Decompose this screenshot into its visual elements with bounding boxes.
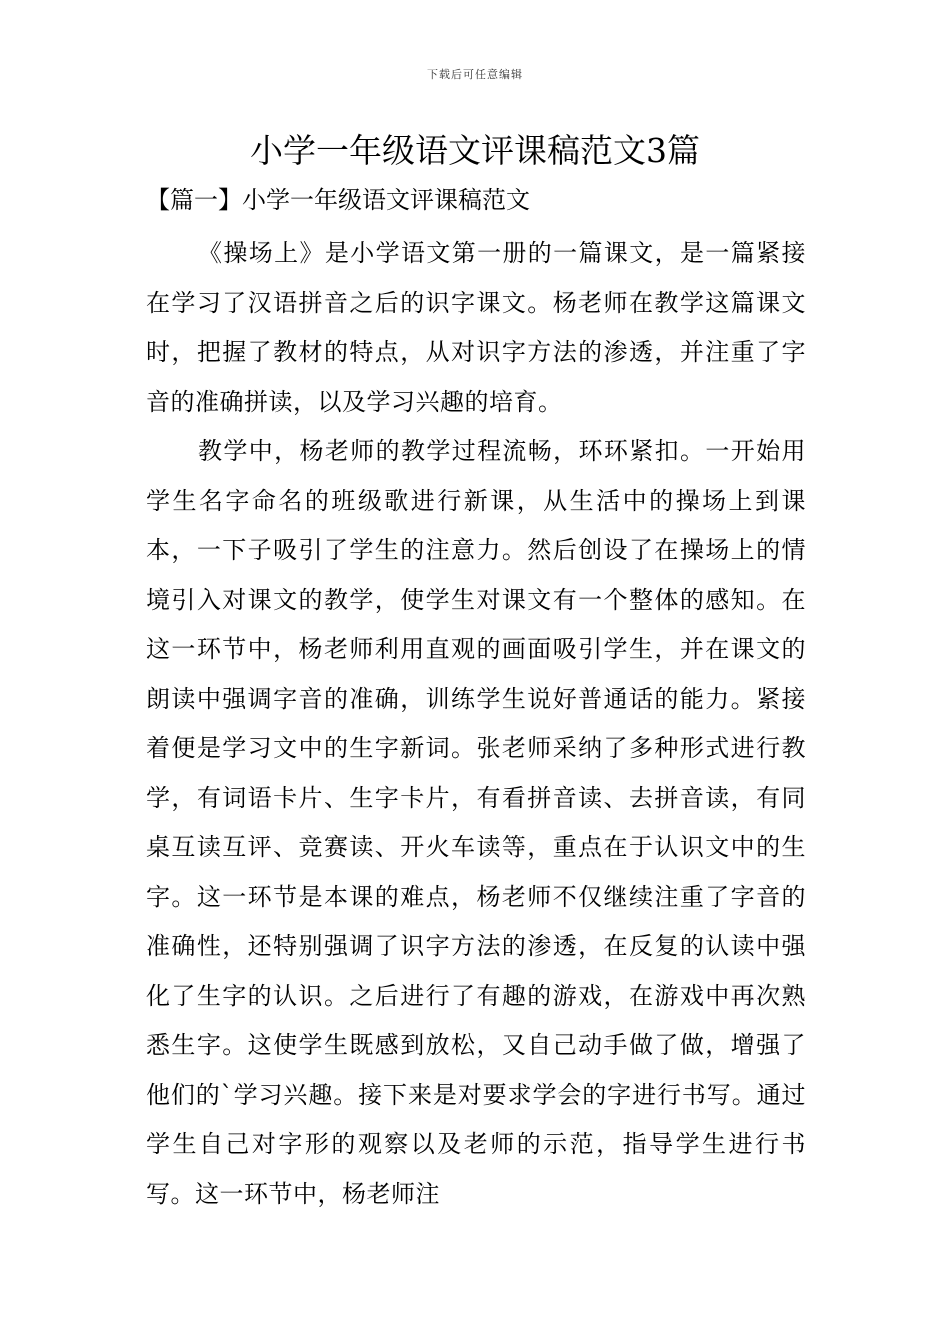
paragraph-1: 《操场上》是小学语文第一册的一篇课文，是一篇紧接在学习了汉语拼音之后的识字课文。杨老师在教学这篇课文时，把握了教材的特点，从对识字方法的渗透，并注重了字音的准确拼读，以及学习兴趣的培育。 <box>146 239 806 416</box>
section-heading: 【篇一】小学一年级语文评课稿范文 <box>146 186 530 214</box>
document-body <box>146 229 806 1219</box>
header-note: 下载后可任意编辑 <box>427 68 523 81</box>
document-title: 小学一年级语文评课稿范文3篇 <box>250 131 700 170</box>
paragraph-2: 教学中，杨老师的教学过程流畅，环环紧扣。一开始用学生名字命名的班级歌进行新课，从生活中的操场上到课本，一下子吸引了学生的注意力。然后创设了在操场上的情境引入对课文的教学，使学生对课文有一个整体的感知。在这一环节中，杨老师利用直观的画面吸引学生，并在课文的朗读中强调字音的准确，训练学生说好普通话的能力。紧接着便是学习文中的生字新词。张老师采纳了多种形式进行教学，有词语卡片、生字卡片，有看拼音读、去拼音读，有同桌互读互评、竞赛读、开火车读等，重点在于认识文中的生字。这一环节是本课的难点，杨老师不仅继续注重了字音的准确性，还特别强调了识字方法的渗透，在反复的认读中强化了生字的认识。之后进行了有趣的游戏，在游戏中再次熟悉生字。这使学生既感到放松，又自己动手做了做，增强了他们的`学习兴趣。接下来是对要求学会的字进行书写。通过学生自己对字形的观察以及老师的示范，指导学生进行书写。这一环节中，杨老师注 <box>146 437 806 1208</box>
